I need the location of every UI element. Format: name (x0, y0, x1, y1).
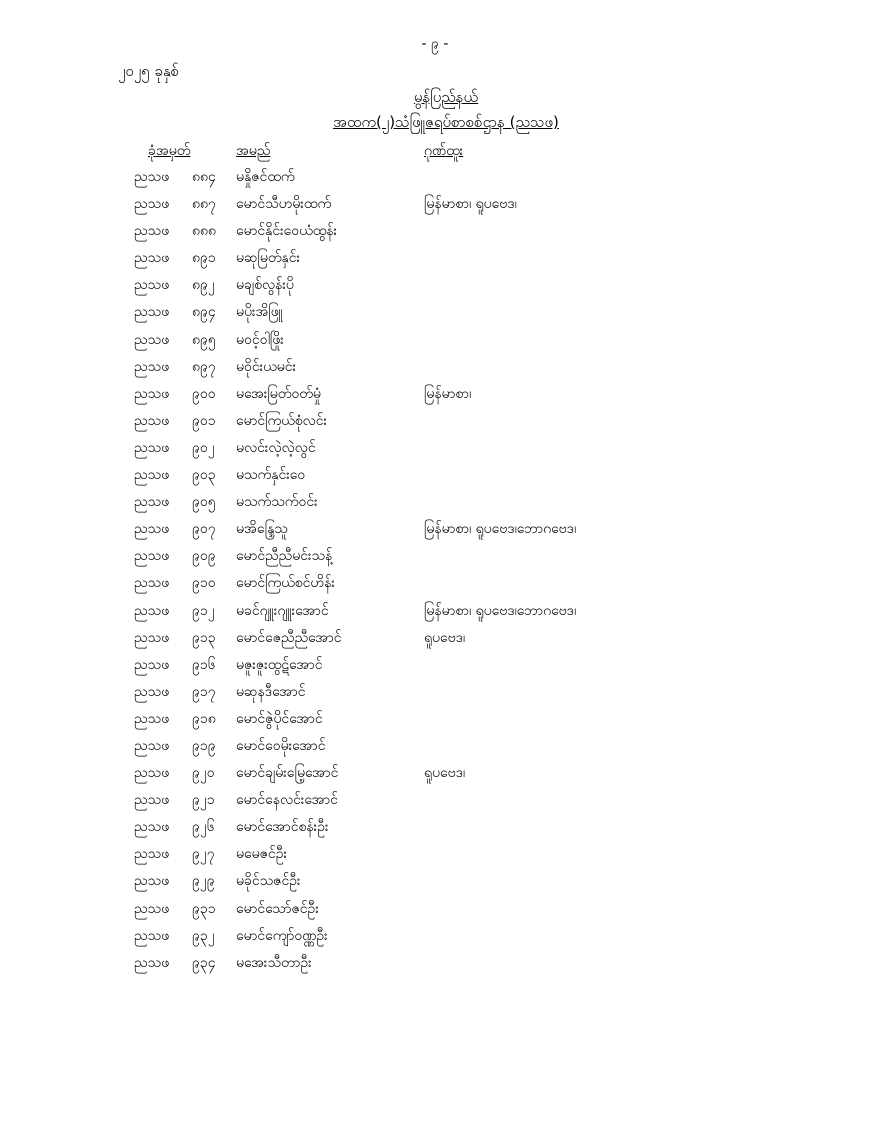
roll-number: ၉၃၁ (192, 900, 216, 917)
roll-number: ၉၁၈ (192, 710, 216, 727)
roll-number: ၈၉၄ (192, 304, 216, 321)
roll-number: ၈၈၈ (192, 223, 216, 240)
roll-number: ၉၁၇ (192, 683, 216, 700)
list-item (0, 327, 870, 354)
column-header-distinction: ဂုဏ်ထူး (424, 143, 464, 159)
student-name: မောင်ကြယ်စုံလင်း (236, 412, 328, 429)
roll-prefix: ညသဖ (134, 954, 170, 971)
list-item (0, 408, 870, 435)
roll-prefix: ညသဖ (134, 819, 170, 836)
results-list (0, 164, 870, 977)
roll-prefix: ညသဖ (134, 412, 170, 429)
student-name: မချစ်လွန်းပို (236, 277, 294, 294)
roll-number: ၉၂၇ (192, 846, 215, 863)
roll-number: ၉၂၁ (192, 792, 215, 809)
list-item (0, 679, 870, 706)
roll-prefix: ညသဖ (134, 439, 170, 456)
roll-prefix: ညသဖ (134, 792, 170, 809)
list-item (0, 218, 870, 245)
roll-prefix: ညသဖ (134, 223, 170, 240)
roll-number: ၉၂၀ (192, 765, 215, 782)
roll-prefix: ညသဖ (134, 169, 170, 185)
student-name: မောင်ချမ်းမြေ့အောင် (236, 765, 339, 782)
roll-prefix: ညသဖ (134, 358, 170, 375)
roll-prefix: ညသဖ (134, 548, 170, 565)
student-name: မောင်ဝေမိုးအောင် (236, 737, 326, 754)
list-item (0, 923, 870, 950)
roll-number: ၉၀၁ (192, 412, 216, 429)
column-header-name: အမည် (236, 143, 271, 159)
roll-number: ၉၃၂ (192, 927, 215, 944)
list-item (0, 489, 870, 516)
list-item (0, 462, 870, 489)
list-item (0, 760, 870, 787)
roll-number: ၉၀၃ (192, 467, 216, 484)
list-item (0, 598, 870, 625)
distinction-subjects: မြန်မာစာ၊ ရူပဗေဒ၊ဘောဂဗေဒ၊ (424, 602, 577, 619)
list-item (0, 652, 870, 679)
roll-prefix: ညသဖ (134, 765, 170, 782)
roll-prefix: ညသဖ (134, 656, 170, 673)
roll-prefix: ညသဖ (134, 385, 170, 402)
list-item (0, 272, 870, 299)
list-item (0, 191, 870, 218)
roll-number: ၉၁၀ (192, 575, 216, 592)
student-name: မအေးသီတာဦး (236, 954, 312, 971)
student-name: မဆုနဒီအောင် (236, 683, 306, 700)
list-item (0, 164, 870, 191)
student-name: မသက်နှင်းဝေ (236, 467, 306, 484)
student-name: မမေဇင်ဦး (236, 846, 288, 863)
student-name: မဆုမြတ်နှင်း (236, 250, 301, 267)
distinction-subjects: မြန်မာစာ၊ (424, 385, 472, 402)
roll-prefix: ညသဖ (134, 602, 170, 619)
roll-number: ၉၁၆ (192, 656, 216, 673)
distinction-subjects: မြန်မာစာ၊ ရူပဗေဒ၊ (424, 196, 517, 213)
student-name: မဝင့်ဝါဖြိုး (236, 331, 284, 348)
list-item (0, 516, 870, 543)
roll-number: ၉၁၂ (192, 602, 215, 619)
list-item (0, 814, 870, 841)
roll-prefix: ညသဖ (134, 927, 170, 944)
student-name: မောင်ဇေညီညီအောင် (236, 629, 342, 646)
student-name: မောင်နေလင်းအောင် (236, 792, 338, 809)
student-name: မောင်အောင်စန်းဦး (236, 819, 329, 836)
roll-prefix: ညသဖ (134, 873, 170, 890)
roll-prefix: ညသဖ (134, 900, 170, 917)
student-name: မအေးမြတ်ဝတ်မှုံ (236, 385, 321, 402)
roll-prefix: ညသဖ (134, 846, 170, 863)
list-item (0, 570, 870, 597)
roll-number: ၈၉၂ (192, 277, 215, 294)
column-header-roll-number: ခုံအမှတ် (148, 143, 191, 159)
roll-number: ၉၀၀ (192, 385, 216, 402)
list-item (0, 787, 870, 814)
roll-prefix: ညသဖ (134, 467, 170, 484)
roll-prefix: ညသဖ (134, 575, 170, 592)
distinction-subjects: မြန်မာစာ၊ ရူပဗေဒ၊ဘောဂဗေဒ၊ (424, 521, 577, 538)
list-item (0, 950, 870, 977)
student-name: မဇူးဇူးထွဋ်အောင် (236, 656, 323, 673)
list-item (0, 354, 870, 381)
student-name: မောင်နိုင်းဝေယံထွန်း (236, 223, 338, 240)
year-label: ၂၀၂၅ ခုနှစ် (118, 62, 180, 80)
distinction-subjects: ရူပဗေဒ၊ (424, 629, 466, 646)
roll-prefix: ညသဖ (134, 331, 170, 348)
document-title: မွန်ပြည်နယ် (413, 88, 479, 106)
student-name: မအိန္ဒြေသူ (236, 521, 288, 538)
list-item (0, 299, 870, 326)
roll-number: ၈၉၅ (192, 331, 216, 348)
roll-number: ၉၀၅ (192, 494, 216, 511)
student-name: မောင်ဇွဲပိုင်အောင် (236, 710, 323, 727)
student-name: မောင်သီဟမိုးထက် (236, 196, 332, 213)
student-name: မဝိုင်းယမင်း (236, 358, 297, 375)
list-item (0, 381, 870, 408)
student-name: မပိုးအိဖြူ (236, 304, 283, 321)
roll-number: ၉၀၇ (192, 521, 216, 538)
student-name: မခင်ဂျူးဂျူးအောင် (236, 602, 329, 619)
roll-number: ၉၁၉ (192, 737, 216, 754)
list-item (0, 435, 870, 462)
student-name: မသက်သက်ဝင်း (236, 494, 318, 511)
student-name: မောင်ညီညီမင်းသန့် (236, 548, 333, 565)
roll-number: ၈၉၇ (192, 358, 216, 375)
roll-prefix: ညသဖ (134, 683, 170, 700)
list-item (0, 868, 870, 895)
roll-number: ၈၉၁ (192, 250, 216, 267)
student-name: မလင်းလဲ့လဲ့လွင် (236, 439, 316, 456)
roll-prefix: ညသဖ (134, 196, 170, 213)
student-name: မခိုင်သဇင်ဦး (236, 873, 301, 890)
list-item (0, 625, 870, 652)
roll-prefix: ညသဖ (134, 521, 170, 538)
roll-prefix: ညသဖ (134, 737, 170, 754)
list-item (0, 543, 870, 570)
page-number: - ၉ - (421, 36, 449, 52)
distinction-subjects: ရူပဗေဒ၊ (424, 765, 466, 782)
roll-prefix: ညသဖ (134, 494, 170, 511)
list-item (0, 733, 870, 760)
roll-prefix: ညသဖ (134, 277, 170, 294)
list-item (0, 706, 870, 733)
document-subtitle: အထက(၂)သံဖြူဇရပ်စာစစ်ဌာန (ညသဖ) (333, 113, 559, 131)
roll-prefix: ညသဖ (134, 629, 170, 646)
roll-number: ၉၂၆ (192, 819, 215, 836)
list-item (0, 896, 870, 923)
list-item (0, 841, 870, 868)
student-name: မောင်ကျော်ဝဏ္ဏဦး (236, 927, 328, 944)
roll-number: ၉၀၂ (192, 439, 215, 456)
roll-number: ၉၂၉ (192, 873, 215, 890)
roll-number: ၈၈၇ (192, 196, 216, 213)
roll-prefix: ညသဖ (134, 250, 170, 267)
roll-number: ၉၁၃ (192, 629, 216, 646)
roll-prefix: ညသဖ (134, 710, 170, 727)
roll-prefix: ညသဖ (134, 304, 170, 321)
roll-number: ၈၈၄ (192, 169, 216, 185)
student-name: မနှိုဇင်ထက် (236, 169, 295, 185)
roll-number: ၉၃၄ (192, 954, 216, 971)
list-item (0, 245, 870, 272)
student-name: မောင်သော်ဇင်ဦး (236, 900, 319, 917)
student-name: မောင်ကြယ်စင်ဟိန်း (236, 575, 335, 592)
roll-number: ၉၀၉ (192, 548, 216, 565)
